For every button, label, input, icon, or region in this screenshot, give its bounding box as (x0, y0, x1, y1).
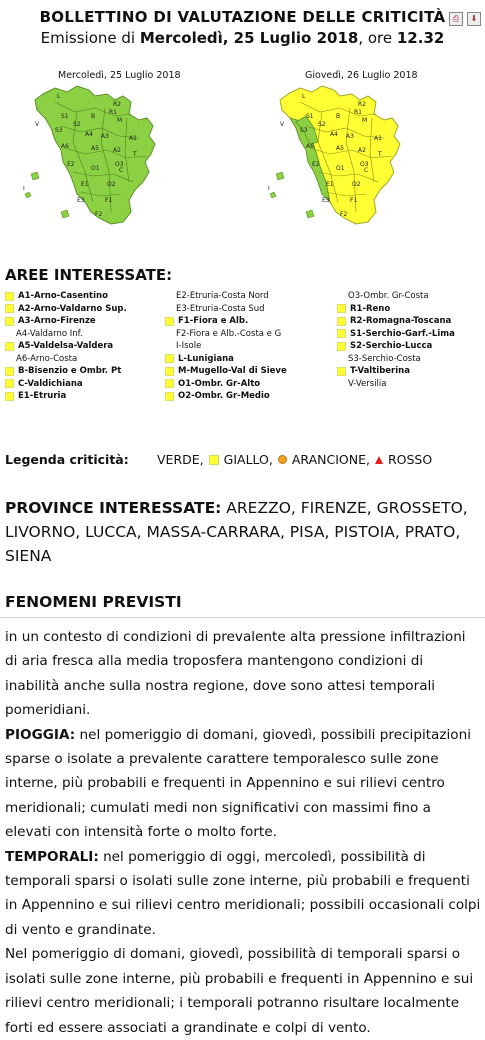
yellow-square-icon (209, 455, 219, 465)
area-label: A6-Arno-Costa (16, 353, 78, 364)
area-label: S2-Serchio-Lucca (350, 341, 433, 351)
legenda-items (157, 452, 432, 467)
area-label: O1-Ombr. Gr-Alto (178, 378, 261, 389)
area-item (5, 328, 175, 341)
area-item (5, 315, 175, 328)
yellow-square-icon (165, 317, 174, 326)
svg-text:E2: E2 (312, 161, 320, 168)
area-item (165, 290, 335, 303)
emission-time: 12.32 (396, 29, 445, 47)
area-item (337, 303, 485, 316)
legenda-title: Legenda criticità: (5, 452, 129, 467)
legend-verde: VERDE, (157, 452, 204, 467)
yellow-square-icon (165, 354, 174, 363)
svg-text:F2: F2 (95, 211, 103, 218)
area-label: F1-Fiora e Alb. (178, 316, 249, 326)
svg-text:O1: O1 (336, 165, 345, 172)
action-icons (449, 12, 481, 26)
area-item (5, 390, 175, 403)
yellow-square-icon (5, 342, 14, 351)
svg-text:A6: A6 (306, 143, 314, 150)
svg-text:O3: O3 (115, 161, 124, 168)
svg-text:A4: A4 (85, 131, 93, 138)
area-label: E2-Etruria-Costa Nord (176, 291, 269, 301)
area-item (5, 378, 175, 391)
svg-text:V: V (35, 121, 40, 128)
area-label: F2-Fiora e Alb.-Costa e G (176, 328, 282, 339)
svg-text:S2: S2 (73, 121, 81, 128)
spacer (337, 355, 344, 362)
area-label: B-Bisenzio e Ombr. Pt (18, 366, 122, 376)
area-label: I-Isole (176, 341, 202, 351)
svg-text:E2: E2 (67, 161, 75, 168)
svg-text:O1: O1 (91, 165, 100, 172)
area-item (337, 340, 485, 353)
svg-text:S3: S3 (300, 127, 308, 134)
svg-text:A5: A5 (336, 145, 344, 152)
svg-text:R1: R1 (109, 109, 117, 116)
aree-column-3 (337, 290, 485, 390)
area-label: S3-Serchio-Costa (348, 353, 421, 364)
svg-text:M: M (362, 117, 368, 124)
area-item (165, 303, 335, 316)
yellow-square-icon (5, 367, 14, 376)
svg-text:O2: O2 (107, 181, 116, 188)
province-list: AREZZO, FIRENZE, GROSSETO, LIVORNO, LUCCA, MASSA-CARRARA, PISA, PISTOIA, PRATO, SIENA (5, 499, 468, 565)
svg-text:S3: S3 (55, 127, 63, 134)
legend-arancione: ARANCIONE, (291, 452, 370, 467)
svg-text:L: L (302, 93, 306, 100)
yellow-square-icon (337, 342, 346, 351)
svg-text:R1: R1 (354, 109, 362, 116)
svg-text:A1: A1 (374, 135, 382, 142)
area-label: R2-Romagna-Toscana (350, 316, 452, 326)
area-item (165, 315, 335, 328)
area-label: A4-Valdarno Inf. (16, 328, 83, 339)
svg-text:A2: A2 (358, 147, 366, 154)
svg-text:F1: F1 (105, 197, 113, 204)
aree-column-2 (165, 290, 335, 403)
yellow-square-icon (5, 392, 14, 401)
svg-text:E1: E1 (81, 181, 89, 188)
svg-text:M: M (117, 117, 123, 124)
spacer (165, 330, 172, 337)
area-label: M-Mugello-Val di Sieve (178, 366, 287, 376)
map-mercoledi (15, 82, 215, 230)
divider (0, 617, 485, 618)
area-label: S1-Serchio-Garf.-Lima (350, 328, 455, 339)
svg-text:S2: S2 (318, 121, 326, 128)
area-label: E3-Etruria-Costa Sud (176, 303, 265, 314)
emission-line: Emissione di Mercoledì, 25 Luglio 2018, ore 12.32 (40, 29, 445, 47)
yellow-square-icon (337, 367, 346, 376)
yellow-square-icon (5, 292, 14, 301)
legend-giallo: GIALLO, (223, 452, 273, 467)
svg-text:R2: R2 (358, 101, 366, 108)
svg-text:A6: A6 (61, 143, 69, 150)
svg-text:C: C (364, 167, 369, 174)
yellow-square-icon (165, 392, 174, 401)
fenomeni-text (5, 625, 481, 1040)
spacer (337, 293, 344, 300)
svg-text:B: B (336, 113, 341, 120)
spacer (165, 293, 172, 300)
svg-text:T: T (378, 151, 382, 158)
yellow-square-icon (165, 367, 174, 376)
svg-text:L: L (57, 93, 61, 100)
yellow-square-icon (165, 379, 174, 388)
area-label: L-Lunigiana (178, 353, 234, 364)
svg-text:A1: A1 (129, 135, 137, 142)
orange-circle-icon (278, 455, 287, 464)
yellow-square-icon (337, 329, 346, 338)
area-item (337, 353, 485, 366)
map-giovedi (260, 82, 460, 230)
area-label: T-Valtiberina (350, 366, 410, 376)
print-icon[interactable]: ⎙ (449, 12, 463, 26)
svg-text:A3: A3 (346, 133, 354, 140)
domani-paragraph: Nel pomeriggio di domani, giovedì, possibilità di temporali sparsi o isolati sulle zone interne, più probabili e frequenti in Appennino e sui rilievi centro meridionali; i temporali potranno risultare localmente forti ed essere associati a grandinate e colpi di vento. (5, 946, 474, 1036)
svg-text:I: I (268, 185, 270, 192)
area-label: O3-Ombr. Gr-Costa (348, 291, 429, 301)
aree-title: AREE INTERESSATE: (5, 266, 173, 284)
svg-text:E3: E3 (77, 197, 85, 204)
spacer (5, 355, 12, 362)
svg-text:B: B (91, 113, 96, 120)
svg-text:O3: O3 (360, 161, 369, 168)
yellow-square-icon (337, 304, 346, 313)
legend-rosso: ROSSO (387, 452, 433, 467)
area-item (5, 290, 175, 303)
svg-text:A4: A4 (330, 131, 338, 138)
svg-text:E3: E3 (322, 197, 330, 204)
area-item (165, 353, 335, 366)
red-triangle-icon (375, 456, 383, 464)
svg-text:R2: R2 (113, 101, 121, 108)
svg-text:S1: S1 (61, 113, 69, 120)
pioggia-paragraph: PIOGGIA: nel pomeriggio di domani, giovedì, possibili precipitazioni sparse o isolate a prevalente carattere temporalesco sulle zone interne, più probabili e frequenti in Appennino e sui rilievi centro meridionali; cumulati medi non significativi con massimi fino a elevati con intensità forte o molto forte. (5, 726, 472, 841)
spacer (5, 330, 12, 337)
spacer (337, 380, 344, 387)
area-item (5, 340, 175, 353)
svg-text:C: C (119, 167, 124, 174)
area-label: A1-Arno-Casentino (18, 291, 108, 301)
area-item (165, 365, 335, 378)
province-title: PROVINCE INTERESSATE: (5, 499, 222, 517)
area-item (5, 353, 175, 366)
fenomeni-title: FENOMENI PREVISTI (5, 593, 182, 611)
spacer (165, 305, 172, 312)
map-left-label: Mercoledì, 25 Luglio 2018 (58, 70, 181, 81)
area-label: E1-Etruria (18, 391, 67, 401)
area-item (337, 378, 485, 391)
svg-text:V: V (280, 121, 285, 128)
svg-text:F2: F2 (340, 211, 348, 218)
yellow-square-icon (5, 317, 14, 326)
area-item (165, 378, 335, 391)
area-item (337, 290, 485, 303)
area-label: C-Valdichiana (18, 378, 83, 389)
area-item (337, 328, 485, 341)
pdf-icon[interactable]: ⬇ (467, 12, 481, 26)
area-item (337, 365, 485, 378)
svg-text:F1: F1 (350, 197, 358, 204)
area-label: A3-Arno-Firenze (18, 316, 96, 326)
svg-text:A3: A3 (101, 133, 109, 140)
area-label: O2-Ombr. Gr-Medio (178, 391, 270, 401)
svg-text:S1: S1 (306, 113, 314, 120)
area-item (165, 390, 335, 403)
spacer (165, 343, 172, 350)
area-item (5, 365, 175, 378)
yellow-square-icon (5, 379, 14, 388)
yellow-square-icon (5, 304, 14, 313)
svg-text:A2: A2 (113, 147, 121, 154)
area-item (165, 328, 335, 341)
area-item (165, 340, 335, 353)
area-label: A5-Valdelsa-Valdera (18, 341, 114, 351)
area-label: R1-Reno (350, 303, 391, 314)
intro-paragraph: in un contesto di condizioni di prevalente alta pressione infiltrazioni di aria fresca alla media troposfera mantengono condizioni di inabilità anche sulla nostra regione, dove sono attesi temporali pomeridiani. (5, 629, 466, 719)
temporali-paragraph: TEMPORALI: nel pomeriggio di oggi, mercoledì, possibilità di temporali sparsi o isolati sulle zone interne, più probabili e frequenti in Appennino e sui rilievi centro meridionali; possibili occasionali colpi di vento e grandinate. (5, 848, 481, 938)
map-right-label: Giovedì, 26 Luglio 2018 (305, 70, 418, 81)
area-item (337, 315, 485, 328)
area-label: A2-Arno-Valdarno Sup. (18, 303, 127, 314)
province (5, 496, 483, 568)
yellow-square-icon (337, 317, 346, 326)
emission-date: Mercoledì, 25 Luglio 2018 (139, 29, 359, 47)
svg-text:I: I (23, 185, 25, 192)
area-item (5, 303, 175, 316)
svg-text:T: T (133, 151, 137, 158)
svg-text:E1: E1 (326, 181, 334, 188)
svg-text:O2: O2 (352, 181, 361, 188)
aree-column-1 (5, 290, 175, 403)
area-label: V-Versilia (348, 378, 387, 389)
svg-text:A5: A5 (91, 145, 99, 152)
bulletin-title: BOLLETTINO DI VALUTAZIONE DELLE CRITICITÀ (39, 8, 446, 26)
bulletin-header (0, 8, 485, 47)
